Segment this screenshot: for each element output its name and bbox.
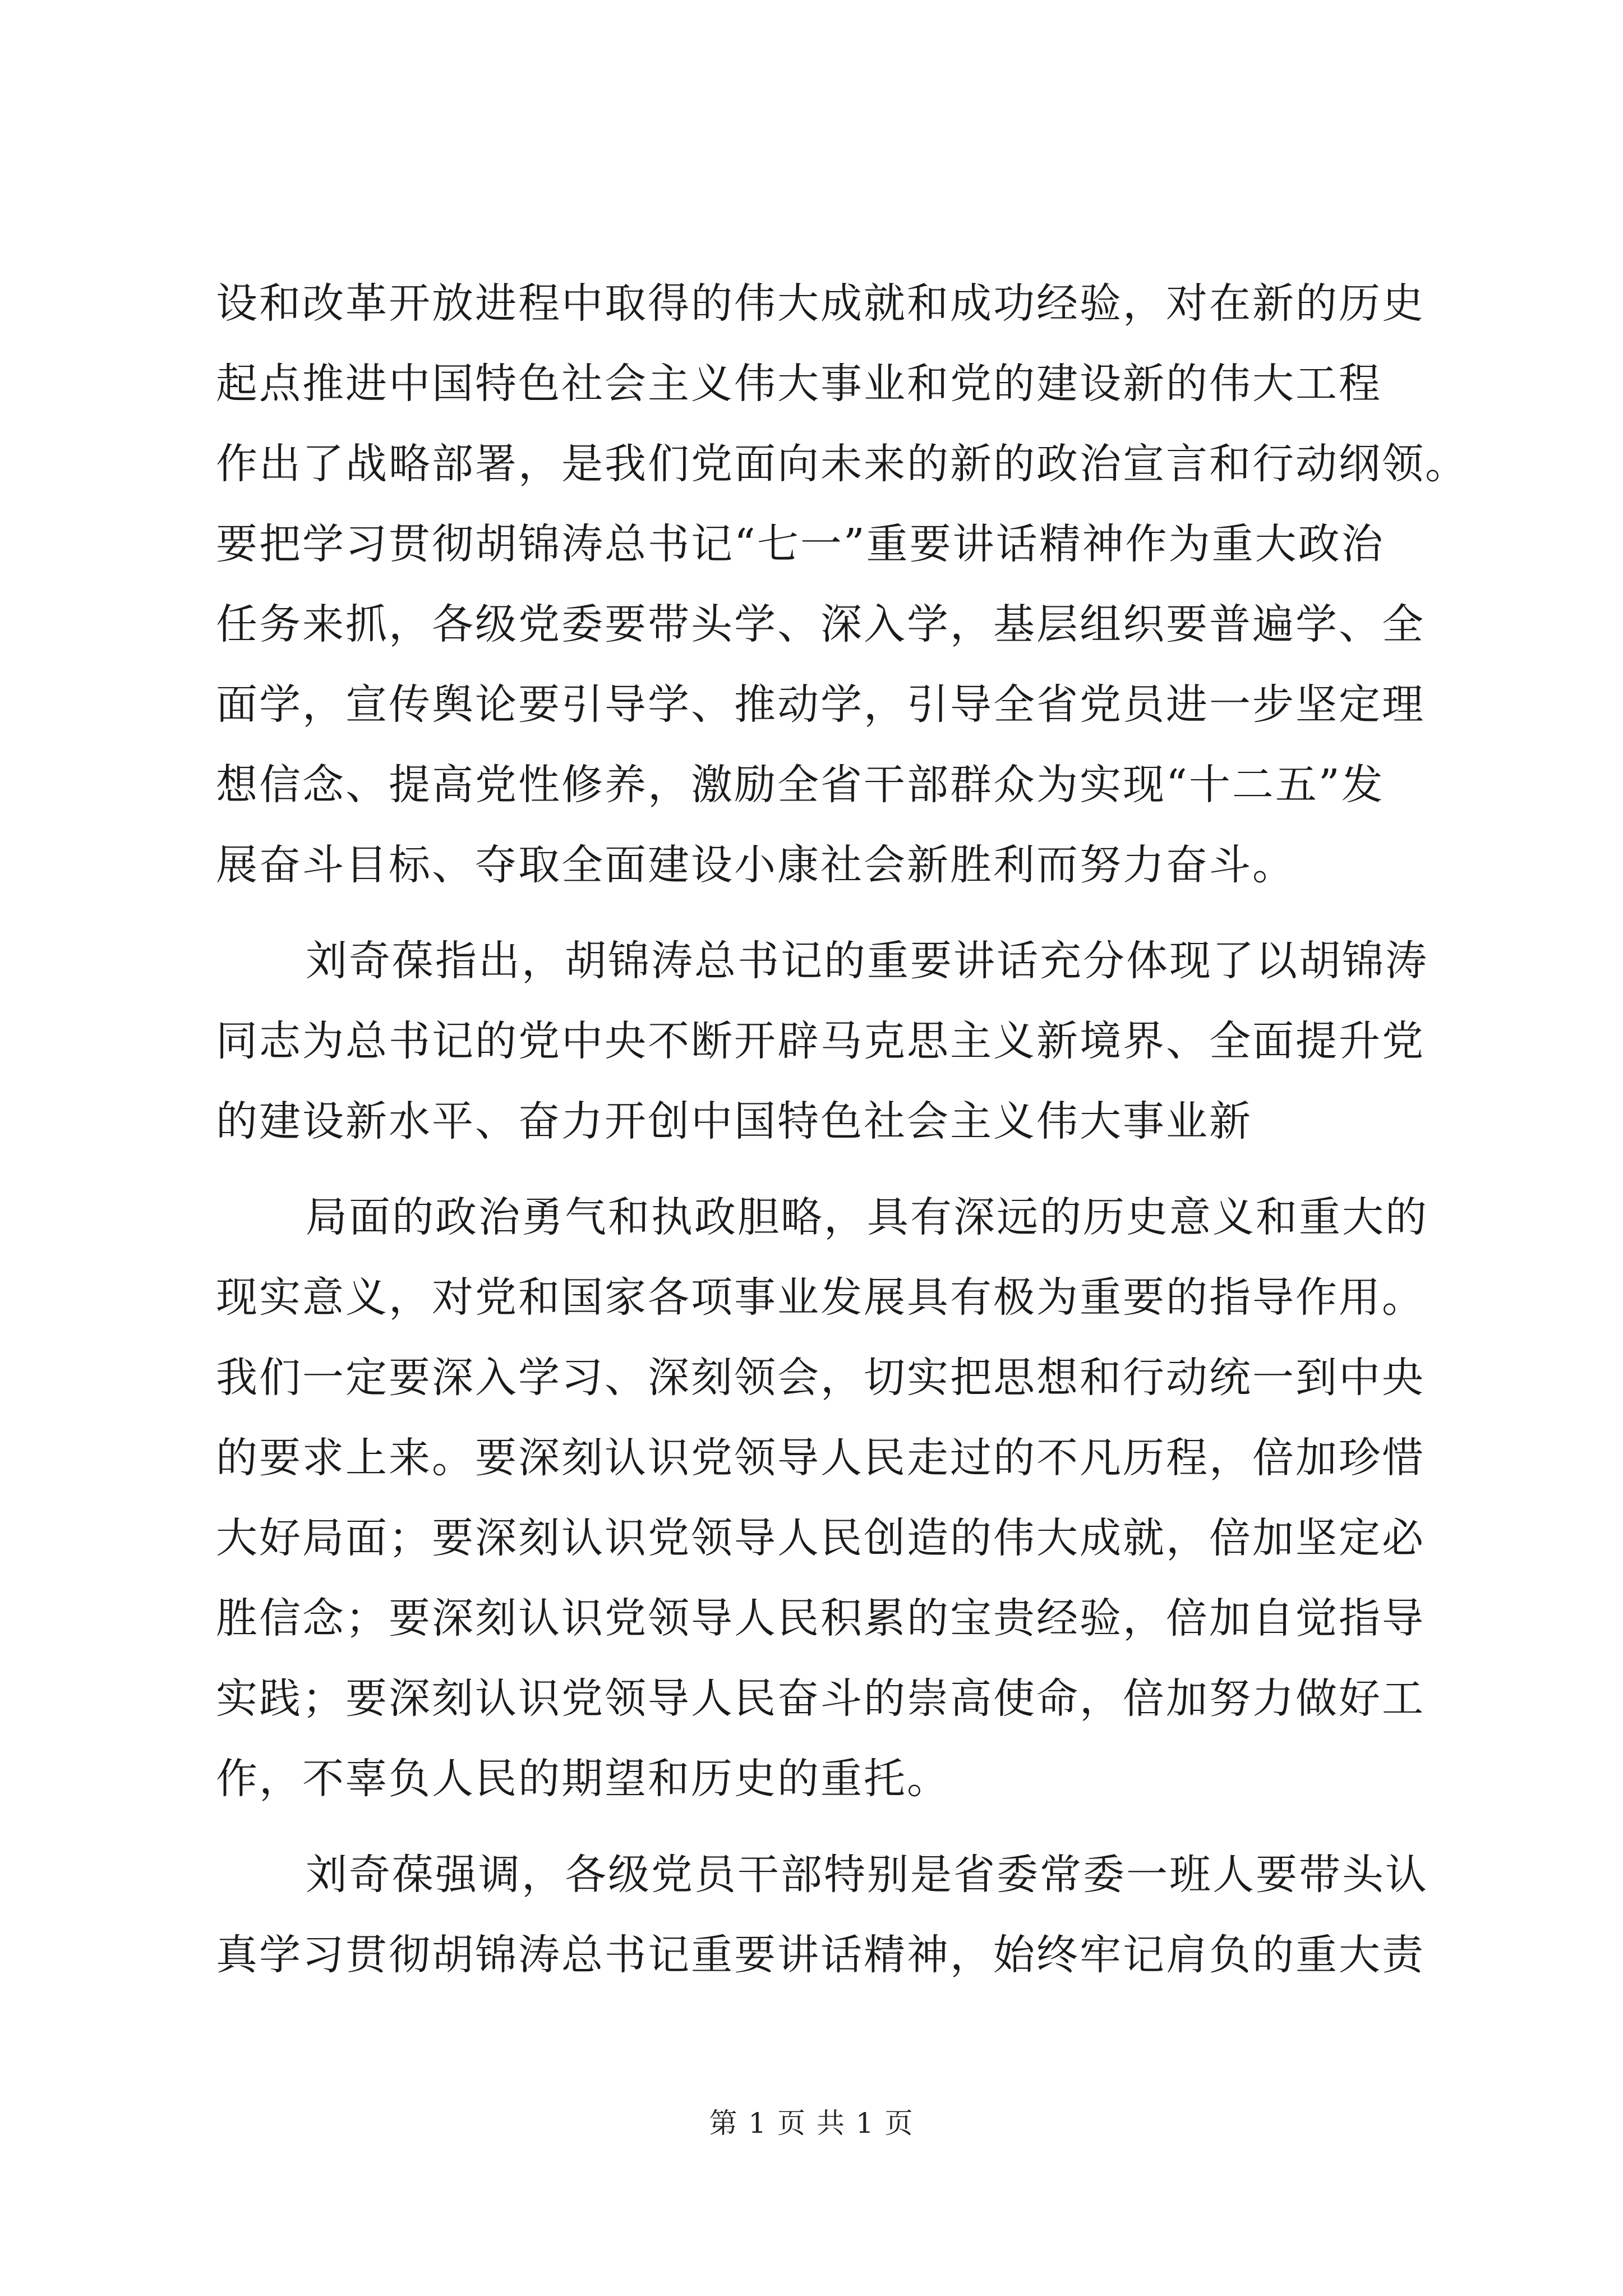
page-number-footer: 第 1 页 共 1 页 [709,2107,914,2139]
text-line: 的要求上来。要深刻认识党领导人民走过的不凡历程，倍加珍惜 [216,1434,1425,1482]
text-line: 实践；要深刻认识党领导人民奋斗的崇高使命，倍加努力做好工 [216,1674,1425,1723]
text-line: 的建设新水平、奋力开创中国特色社会主义伟大事业新 [216,1097,1252,1145]
paragraph-start-line: 刘奇葆指出，胡锦涛总书记的重要讲话充分体现了以胡锦涛 [306,937,1428,985]
text-line: 大好局面；要深刻认识党领导人民创造的伟大成就，倍加坚定必 [216,1514,1425,1562]
text-line: 设和改革开放进程中取得的伟大成就和成功经验，对在新的历史 [216,279,1425,328]
paragraph-gap [216,1162,1427,1177]
body-text [216,264,1468,1995]
text-line: 想信念、提高党性修养，激励全省干部群众为实现“十二五”发 [216,761,1385,809]
paragraph-gap [216,1819,1427,1835]
text-line: 起点推进中国特色社会主义伟大事业和党的建设新的伟大工程 [216,360,1382,408]
text-line: 任务来抓，各级党委要带头学、深入学，基层组织要普遍学、全 [216,600,1425,648]
text-line: 展奋斗目标、夺取全面建设小康社会新胜利而努力奋斗。 [216,841,1295,889]
paragraph-start-line: 刘奇葆强调，各级党员干部特别是省委常委一班人要带头认 [306,1851,1428,1899]
text-line: 我们一定要深入学习、深刻领会，切实把思想和行动统一到中央 [216,1354,1425,1402]
paragraph-start-line: 局面的政治勇气和执政胆略，具有深远的历史意义和重大的 [306,1193,1428,1241]
text-line: 要把学习贯彻胡锦涛总书记“七一”重要讲话精神作为重大政治 [216,520,1385,568]
text-line: 真学习贯彻胡锦涛总书记重要讲话精神，始终牢记肩负的重大责 [216,1931,1425,1979]
text-line: 作，不辜负人民的期望和历史的重托。 [216,1755,950,1803]
text-line: 作出了战略部署，是我们党面向未来的新的政治宣言和行动纲领。 [216,440,1468,488]
paragraph-gap [216,905,1427,921]
text-line: 面学，宣传舆论要引导学、推动学，引导全省党员进一步坚定理 [216,680,1425,729]
text-line: 同志为总书记的党中央不断开辟马克思主义新境界、全面提升党 [216,1017,1425,1065]
text-line: 胜信念；要深刻认识党领导人民积累的宝贵经验，倍加自觉指导 [216,1594,1425,1642]
text-line: 现实意义，对党和国家各项事业发展具有极为重要的指导作用。 [216,1273,1425,1322]
